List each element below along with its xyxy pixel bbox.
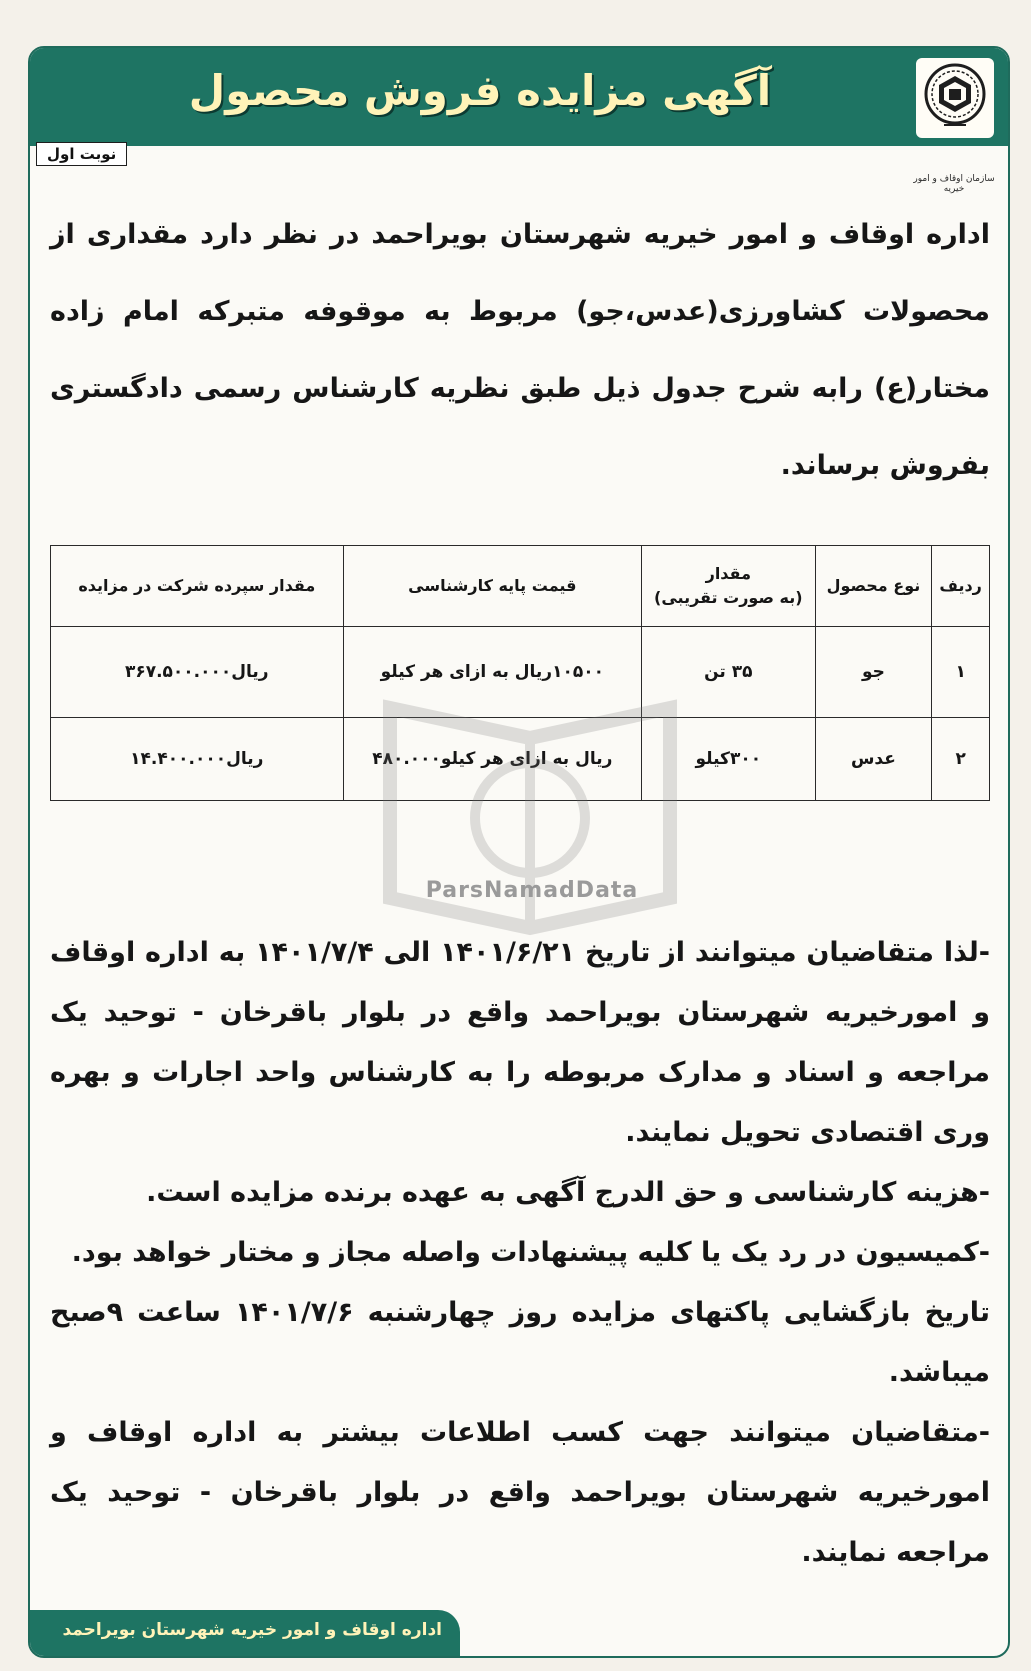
row-price: ریال به ازای هر کیلو۴۸۰.۰۰۰ <box>343 718 641 801</box>
condition-paragraph: -کمیسیون در رد یک یا کلیه پیشنهادات واصله مجاز و مختار خواهد بود. <box>71 1237 990 1268</box>
header-deposit: مقدار سپرده شرکت در مزایده <box>51 546 344 627</box>
row-product: جو <box>815 627 932 718</box>
footer-text: اداره اوقاف و امور خیریه شهرستان بویراحمد <box>62 1620 442 1640</box>
row-index: ۱ <box>932 627 990 718</box>
intro-paragraph: اداره اوقاف و امور خیریه شهرستان بویراحمد در نظر دارد مقداری از محصولات کشاورزی(عدس،جو) مربوط به موقوفه متبرکه امام زاده مختار(ع) رابه شرح جدول ذیل طبق نظریه کارشناس رسمی دادگستری بفروش برساند. <box>50 219 990 481</box>
condition-paragraph: -لذا متقاضیان میتوانند از تاریخ ۱۴۰۱/۶/۲۱ الی ۱۴۰۱/۷/۴ به اداره اوقاف و امورخیریه شهرستان بویراحمد واقع در بلوار باقرخان - توحید یک مراجعه و اسناد و مدارک مربوطه را به کارشناس واحد اجارات و بهره وری اقتصادی تحویل نمایند. <box>50 937 991 1148</box>
conditions-text <box>50 923 990 1583</box>
row-index: ۲ <box>932 718 990 801</box>
header-banner <box>30 48 1008 146</box>
round-badge: نوبت اول <box>36 142 127 166</box>
row-deposit: ریال۳۶۷.۵۰۰.۰۰۰ <box>51 627 344 718</box>
logo-caption: سازمان اوقاف و امور خیریه <box>913 174 995 194</box>
header-quantity-line1: مقدار <box>705 564 751 583</box>
header-quantity <box>642 546 816 627</box>
row-deposit: ریال۱۴.۴۰۰.۰۰۰ <box>51 718 344 801</box>
notice-title: آگهی مزایده فروش محصول <box>188 66 772 115</box>
condition-paragraph: تاریخ بازگشایی پاکتهای مزایده روز چهارشنبه ۱۴۰۱/۷/۶ ساعت ۹صبح میباشد. <box>50 1297 991 1388</box>
table-row <box>51 718 990 801</box>
row-price: ۱۰۵۰۰ریال به ازای هر کیلو <box>343 627 641 718</box>
row-quantity: ۳۵ تن <box>642 627 816 718</box>
header-index: ردیف <box>932 546 990 627</box>
table-header-row <box>51 546 990 627</box>
header-product: نوع محصول <box>815 546 932 627</box>
condition-paragraph: -متقاضیان میتوانند جهت کسب اطلاعات بیشتر به اداره اوقاف و امورخیریه شهرستان بویراحمد واقع در بلوار باقرخان - توحید یک مراجعه نمایند. <box>50 1417 990 1568</box>
header-price: قیمت پایه کارشناسی <box>343 546 641 627</box>
header-quantity-line2: (به صورت تقریبی) <box>654 588 803 607</box>
condition-paragraph: -هزینه کارشناسی و حق الدرج آگهی به عهده برنده مزایده است. <box>146 1177 990 1208</box>
notice-frame <box>28 46 1010 1658</box>
table-row <box>51 627 990 718</box>
watermark-text: ParsNamadData <box>425 878 639 903</box>
row-quantity: ۳۰۰کیلو <box>642 718 816 801</box>
row-product: عدس <box>815 718 932 801</box>
endowment-logo-icon <box>916 58 994 138</box>
auction-table <box>50 545 990 801</box>
footer-banner <box>30 1610 460 1656</box>
